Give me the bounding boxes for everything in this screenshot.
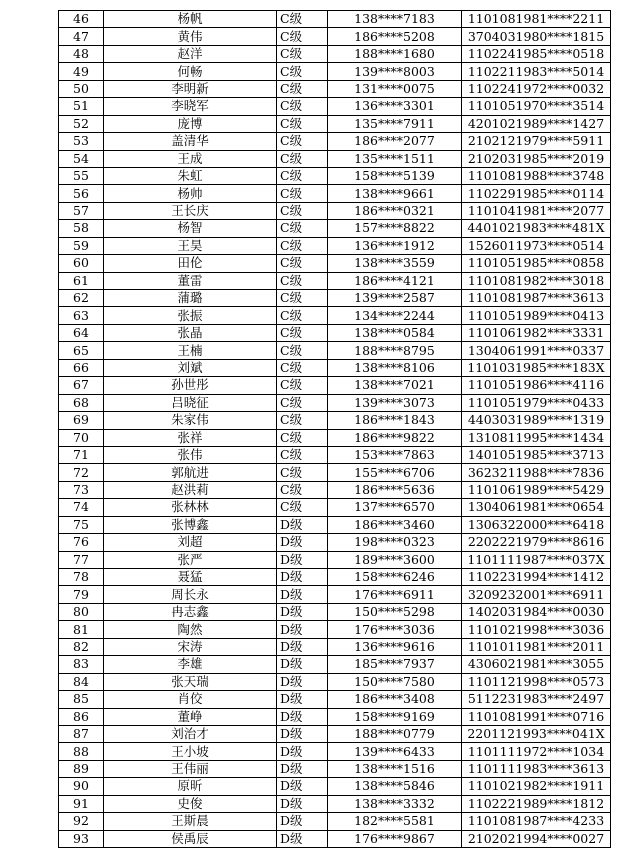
table-row <box>59 429 611 446</box>
level-cell: C级 <box>277 290 328 307</box>
name-cell: 陶然 <box>104 621 277 638</box>
level-cell: C级 <box>277 28 328 45</box>
row-number-cell: 70 <box>59 429 104 446</box>
row-number-cell: 75 <box>59 516 104 533</box>
phone-cell: 188****0779 <box>328 725 462 742</box>
phone-cell: 186****9822 <box>328 429 462 446</box>
member-table <box>58 10 611 848</box>
table-row <box>59 342 611 359</box>
row-number-cell: 60 <box>59 255 104 272</box>
row-number-cell: 88 <box>59 743 104 760</box>
phone-cell: 186****2077 <box>328 133 462 150</box>
id-number-cell: 1101111983****3613 <box>462 760 611 777</box>
level-cell: C级 <box>277 98 328 115</box>
table-row <box>59 743 611 760</box>
id-number-cell: 3209232001****6911 <box>462 586 611 603</box>
id-number-cell: 1401051985****3713 <box>462 446 611 463</box>
name-cell: 盖清华 <box>104 133 277 150</box>
id-number-cell: 1101111972****1034 <box>462 743 611 760</box>
row-number-cell: 76 <box>59 534 104 551</box>
id-number-cell: 1101111987****037X <box>462 551 611 568</box>
name-cell: 王长庆 <box>104 202 277 219</box>
name-cell: 李雄 <box>104 656 277 673</box>
table-row <box>59 11 611 28</box>
row-number-cell: 85 <box>59 691 104 708</box>
phone-cell: 186****0321 <box>328 202 462 219</box>
table-row <box>59 481 611 498</box>
row-number-cell: 56 <box>59 185 104 202</box>
level-cell: D级 <box>277 516 328 533</box>
table-row <box>59 586 611 603</box>
id-number-cell: 1101081981****2211 <box>462 11 611 28</box>
name-cell: 张晶 <box>104 324 277 341</box>
id-number-cell: 1102211983****5014 <box>462 63 611 80</box>
level-cell: C级 <box>277 255 328 272</box>
phone-cell: 186****1843 <box>328 412 462 429</box>
row-number-cell: 90 <box>59 778 104 795</box>
row-number-cell: 49 <box>59 63 104 80</box>
name-cell: 刘超 <box>104 534 277 551</box>
level-cell: C级 <box>277 412 328 429</box>
phone-cell: 157****8822 <box>328 220 462 237</box>
name-cell: 王斯晨 <box>104 813 277 830</box>
phone-cell: 138****3332 <box>328 795 462 812</box>
row-number-cell: 83 <box>59 656 104 673</box>
id-number-cell: 5112231983****2497 <box>462 691 611 708</box>
row-number-cell: 59 <box>59 237 104 254</box>
id-number-cell: 1526011973****0514 <box>462 237 611 254</box>
level-cell: D级 <box>277 656 328 673</box>
level-cell: C级 <box>277 499 328 516</box>
level-cell: D级 <box>277 551 328 568</box>
id-number-cell: 1101031985****183X <box>462 359 611 376</box>
name-cell: 王昊 <box>104 237 277 254</box>
name-cell: 李明新 <box>104 80 277 97</box>
table-row <box>59 691 611 708</box>
phone-cell: 185****7937 <box>328 656 462 673</box>
table-row <box>59 98 611 115</box>
phone-cell: 155****6706 <box>328 464 462 481</box>
name-cell: 董雷 <box>104 272 277 289</box>
level-cell: C级 <box>277 80 328 97</box>
row-number-cell: 84 <box>59 673 104 690</box>
row-number-cell: 93 <box>59 830 104 847</box>
row-number-cell: 68 <box>59 394 104 411</box>
id-number-cell: 1101081987****3613 <box>462 290 611 307</box>
table-row <box>59 760 611 777</box>
level-cell: C级 <box>277 324 328 341</box>
phone-cell: 176****6911 <box>328 586 462 603</box>
table-row <box>59 673 611 690</box>
row-number-cell: 64 <box>59 324 104 341</box>
level-cell: C级 <box>277 307 328 324</box>
table-row <box>59 202 611 219</box>
name-cell: 杨智 <box>104 220 277 237</box>
level-cell: C级 <box>277 481 328 498</box>
level-cell: C级 <box>277 377 328 394</box>
phone-cell: 158****5139 <box>328 167 462 184</box>
level-cell: C级 <box>277 359 328 376</box>
level-cell: C级 <box>277 133 328 150</box>
id-number-cell: 2102021994****0027 <box>462 830 611 847</box>
id-number-cell: 1304061991****0337 <box>462 342 611 359</box>
name-cell: 王楠 <box>104 342 277 359</box>
id-number-cell: 1101021982****1911 <box>462 778 611 795</box>
row-number-cell: 62 <box>59 290 104 307</box>
table-row <box>59 220 611 237</box>
phone-cell: 198****0323 <box>328 534 462 551</box>
table-row <box>59 377 611 394</box>
level-cell: D级 <box>277 725 328 742</box>
id-number-cell: 1101061989****5429 <box>462 481 611 498</box>
phone-cell: 150****5298 <box>328 603 462 620</box>
name-cell: 宋涛 <box>104 638 277 655</box>
level-cell: C级 <box>277 446 328 463</box>
row-number-cell: 87 <box>59 725 104 742</box>
phone-cell: 176****3036 <box>328 621 462 638</box>
name-cell: 何畅 <box>104 63 277 80</box>
name-cell: 张祥 <box>104 429 277 446</box>
phone-cell: 134****2244 <box>328 307 462 324</box>
id-number-cell: 2202221979****8616 <box>462 534 611 551</box>
table-row <box>59 464 611 481</box>
row-number-cell: 65 <box>59 342 104 359</box>
id-number-cell: 1306322000****6418 <box>462 516 611 533</box>
name-cell: 冉志鑫 <box>104 603 277 620</box>
id-number-cell: 1101051970****3514 <box>462 98 611 115</box>
phone-cell: 138****9661 <box>328 185 462 202</box>
table-row <box>59 359 611 376</box>
level-cell: D级 <box>277 621 328 638</box>
id-number-cell: 1102241972****0032 <box>462 80 611 97</box>
name-cell: 史俊 <box>104 795 277 812</box>
level-cell: D级 <box>277 691 328 708</box>
level-cell: D级 <box>277 830 328 847</box>
name-cell: 王小坡 <box>104 743 277 760</box>
name-cell: 刘斌 <box>104 359 277 376</box>
row-number-cell: 80 <box>59 603 104 620</box>
phone-cell: 136****9616 <box>328 638 462 655</box>
phone-cell: 139****6433 <box>328 743 462 760</box>
row-number-cell: 52 <box>59 115 104 132</box>
row-number-cell: 91 <box>59 795 104 812</box>
row-number-cell: 55 <box>59 167 104 184</box>
level-cell: D级 <box>277 795 328 812</box>
phone-cell: 186****4121 <box>328 272 462 289</box>
phone-cell: 138****7021 <box>328 377 462 394</box>
name-cell: 杨帅 <box>104 185 277 202</box>
phone-cell: 138****7183 <box>328 11 462 28</box>
table-row <box>59 499 611 516</box>
table-row <box>59 185 611 202</box>
phone-cell: 188****8795 <box>328 342 462 359</box>
id-number-cell: 1310811995****1434 <box>462 429 611 446</box>
name-cell: 张博鑫 <box>104 516 277 533</box>
name-cell: 张振 <box>104 307 277 324</box>
id-number-cell: 1102241985****0518 <box>462 45 611 62</box>
level-cell: D级 <box>277 569 328 586</box>
phone-cell: 182****5581 <box>328 813 462 830</box>
level-cell: C级 <box>277 394 328 411</box>
phone-cell: 136****1912 <box>328 237 462 254</box>
phone-cell: 135****1511 <box>328 150 462 167</box>
name-cell: 周长永 <box>104 586 277 603</box>
table-row <box>59 290 611 307</box>
row-number-cell: 77 <box>59 551 104 568</box>
phone-cell: 186****3408 <box>328 691 462 708</box>
row-number-cell: 46 <box>59 11 104 28</box>
id-number-cell: 1101021998****3036 <box>462 621 611 638</box>
row-number-cell: 79 <box>59 586 104 603</box>
name-cell: 张严 <box>104 551 277 568</box>
id-number-cell: 1304061981****0654 <box>462 499 611 516</box>
name-cell: 董峥 <box>104 708 277 725</box>
phone-cell: 158****6246 <box>328 569 462 586</box>
table-row <box>59 324 611 341</box>
id-number-cell: 1101081988****3748 <box>462 167 611 184</box>
level-cell: D级 <box>277 638 328 655</box>
level-cell: C级 <box>277 63 328 80</box>
row-number-cell: 53 <box>59 133 104 150</box>
level-cell: C级 <box>277 115 328 132</box>
table-row <box>59 80 611 97</box>
level-cell: D级 <box>277 708 328 725</box>
row-number-cell: 48 <box>59 45 104 62</box>
row-number-cell: 50 <box>59 80 104 97</box>
phone-cell: 150****7580 <box>328 673 462 690</box>
row-number-cell: 61 <box>59 272 104 289</box>
id-number-cell: 1102291985****0114 <box>462 185 611 202</box>
table-row <box>59 830 611 847</box>
name-cell: 孙世彤 <box>104 377 277 394</box>
row-number-cell: 66 <box>59 359 104 376</box>
table-row <box>59 28 611 45</box>
level-cell: C级 <box>277 429 328 446</box>
id-number-cell: 4401021983****481X <box>462 220 611 237</box>
row-number-cell: 74 <box>59 499 104 516</box>
table-row <box>59 656 611 673</box>
table-row <box>59 813 611 830</box>
row-number-cell: 58 <box>59 220 104 237</box>
row-number-cell: 92 <box>59 813 104 830</box>
name-cell: 聂猛 <box>104 569 277 586</box>
name-cell: 李晓军 <box>104 98 277 115</box>
name-cell: 吕晓征 <box>104 394 277 411</box>
table-row <box>59 45 611 62</box>
table-row <box>59 63 611 80</box>
row-number-cell: 82 <box>59 638 104 655</box>
name-cell: 王伟丽 <box>104 760 277 777</box>
row-number-cell: 69 <box>59 412 104 429</box>
level-cell: D级 <box>277 743 328 760</box>
row-number-cell: 51 <box>59 98 104 115</box>
phone-cell: 139****2587 <box>328 290 462 307</box>
id-number-cell: 3704031980****1815 <box>462 28 611 45</box>
name-cell: 朱家伟 <box>104 412 277 429</box>
phone-cell: 135****7911 <box>328 115 462 132</box>
id-number-cell: 4403031989****1319 <box>462 412 611 429</box>
phone-cell: 139****8003 <box>328 63 462 80</box>
table-row <box>59 307 611 324</box>
name-cell: 蒲璐 <box>104 290 277 307</box>
id-number-cell: 1101051986****4116 <box>462 377 611 394</box>
id-number-cell: 2201121993****041X <box>462 725 611 742</box>
id-number-cell: 1101051979****0433 <box>462 394 611 411</box>
level-cell: D级 <box>277 813 328 830</box>
name-cell: 郭航进 <box>104 464 277 481</box>
name-cell: 原昕 <box>104 778 277 795</box>
phone-cell: 138****5846 <box>328 778 462 795</box>
level-cell: D级 <box>277 586 328 603</box>
level-cell: C级 <box>277 45 328 62</box>
name-cell: 张天瑞 <box>104 673 277 690</box>
table-row <box>59 516 611 533</box>
level-cell: C级 <box>277 220 328 237</box>
name-cell: 侯禹辰 <box>104 830 277 847</box>
table-row <box>59 412 611 429</box>
id-number-cell: 1101081991****0716 <box>462 708 611 725</box>
phone-cell: 186****5208 <box>328 28 462 45</box>
name-cell: 张伟 <box>104 446 277 463</box>
row-number-cell: 54 <box>59 150 104 167</box>
row-number-cell: 73 <box>59 481 104 498</box>
name-cell: 朱虹 <box>104 167 277 184</box>
id-number-cell: 1101051989****0413 <box>462 307 611 324</box>
phone-cell: 186****5636 <box>328 481 462 498</box>
phone-cell: 136****3301 <box>328 98 462 115</box>
level-cell: D级 <box>277 534 328 551</box>
table-row <box>59 167 611 184</box>
name-cell: 庞博 <box>104 115 277 132</box>
table-row <box>59 708 611 725</box>
name-cell: 杨帆 <box>104 11 277 28</box>
name-cell: 刘治才 <box>104 725 277 742</box>
id-number-cell: 1101041981****2077 <box>462 202 611 219</box>
name-cell: 王成 <box>104 150 277 167</box>
table-row <box>59 272 611 289</box>
table-row <box>59 237 611 254</box>
id-number-cell: 2102121979****5911 <box>462 133 611 150</box>
row-number-cell: 67 <box>59 377 104 394</box>
name-cell: 黄伟 <box>104 28 277 45</box>
phone-cell: 153****7863 <box>328 446 462 463</box>
table-row <box>59 778 611 795</box>
table-row <box>59 603 611 620</box>
row-number-cell: 57 <box>59 202 104 219</box>
level-cell: C级 <box>277 464 328 481</box>
row-number-cell: 86 <box>59 708 104 725</box>
table-row <box>59 115 611 132</box>
phone-cell: 186****3460 <box>328 516 462 533</box>
table-row <box>59 795 611 812</box>
level-cell: C级 <box>277 11 328 28</box>
id-number-cell: 2102031985****2019 <box>462 150 611 167</box>
id-number-cell: 1101081982****3018 <box>462 272 611 289</box>
name-cell: 田伦 <box>104 255 277 272</box>
id-number-cell: 1102221989****1812 <box>462 795 611 812</box>
row-number-cell: 89 <box>59 760 104 777</box>
id-number-cell: 1101011981****2011 <box>462 638 611 655</box>
level-cell: C级 <box>277 185 328 202</box>
level-cell: C级 <box>277 342 328 359</box>
table-row <box>59 725 611 742</box>
phone-cell: 188****1680 <box>328 45 462 62</box>
phone-cell: 189****3600 <box>328 551 462 568</box>
row-number-cell: 81 <box>59 621 104 638</box>
level-cell: D级 <box>277 673 328 690</box>
table-row <box>59 534 611 551</box>
table-row <box>59 569 611 586</box>
name-cell: 张林林 <box>104 499 277 516</box>
phone-cell: 131****0075 <box>328 80 462 97</box>
id-number-cell: 3623211988****7836 <box>462 464 611 481</box>
row-number-cell: 78 <box>59 569 104 586</box>
level-cell: C级 <box>277 150 328 167</box>
phone-cell: 138****0584 <box>328 324 462 341</box>
name-cell: 赵洪莉 <box>104 481 277 498</box>
id-number-cell: 4201021989****1427 <box>462 115 611 132</box>
table-row <box>59 551 611 568</box>
table-row <box>59 255 611 272</box>
table-row <box>59 446 611 463</box>
id-number-cell: 1102231994****1412 <box>462 569 611 586</box>
id-number-cell: 1101051985****0858 <box>462 255 611 272</box>
table-row <box>59 150 611 167</box>
row-number-cell: 71 <box>59 446 104 463</box>
name-cell: 赵洋 <box>104 45 277 62</box>
level-cell: C级 <box>277 272 328 289</box>
id-number-cell: 1101121998****0573 <box>462 673 611 690</box>
table-row <box>59 394 611 411</box>
table-row <box>59 621 611 638</box>
row-number-cell: 72 <box>59 464 104 481</box>
phone-cell: 138****8106 <box>328 359 462 376</box>
table-body <box>59 11 611 848</box>
id-number-cell: 1101081987****4233 <box>462 813 611 830</box>
phone-cell: 158****9169 <box>328 708 462 725</box>
phone-cell: 139****3073 <box>328 394 462 411</box>
level-cell: D级 <box>277 778 328 795</box>
id-number-cell: 4306021981****3055 <box>462 656 611 673</box>
row-number-cell: 63 <box>59 307 104 324</box>
id-number-cell: 1402031984****0030 <box>462 603 611 620</box>
level-cell: C级 <box>277 202 328 219</box>
phone-cell: 176****9867 <box>328 830 462 847</box>
table-row <box>59 133 611 150</box>
level-cell: C级 <box>277 167 328 184</box>
phone-cell: 138****1516 <box>328 760 462 777</box>
phone-cell: 138****3559 <box>328 255 462 272</box>
id-number-cell: 1101061982****3331 <box>462 324 611 341</box>
name-cell: 肖佼 <box>104 691 277 708</box>
level-cell: D级 <box>277 760 328 777</box>
level-cell: D级 <box>277 603 328 620</box>
table-row <box>59 638 611 655</box>
level-cell: C级 <box>277 237 328 254</box>
row-number-cell: 47 <box>59 28 104 45</box>
phone-cell: 137****6570 <box>328 499 462 516</box>
